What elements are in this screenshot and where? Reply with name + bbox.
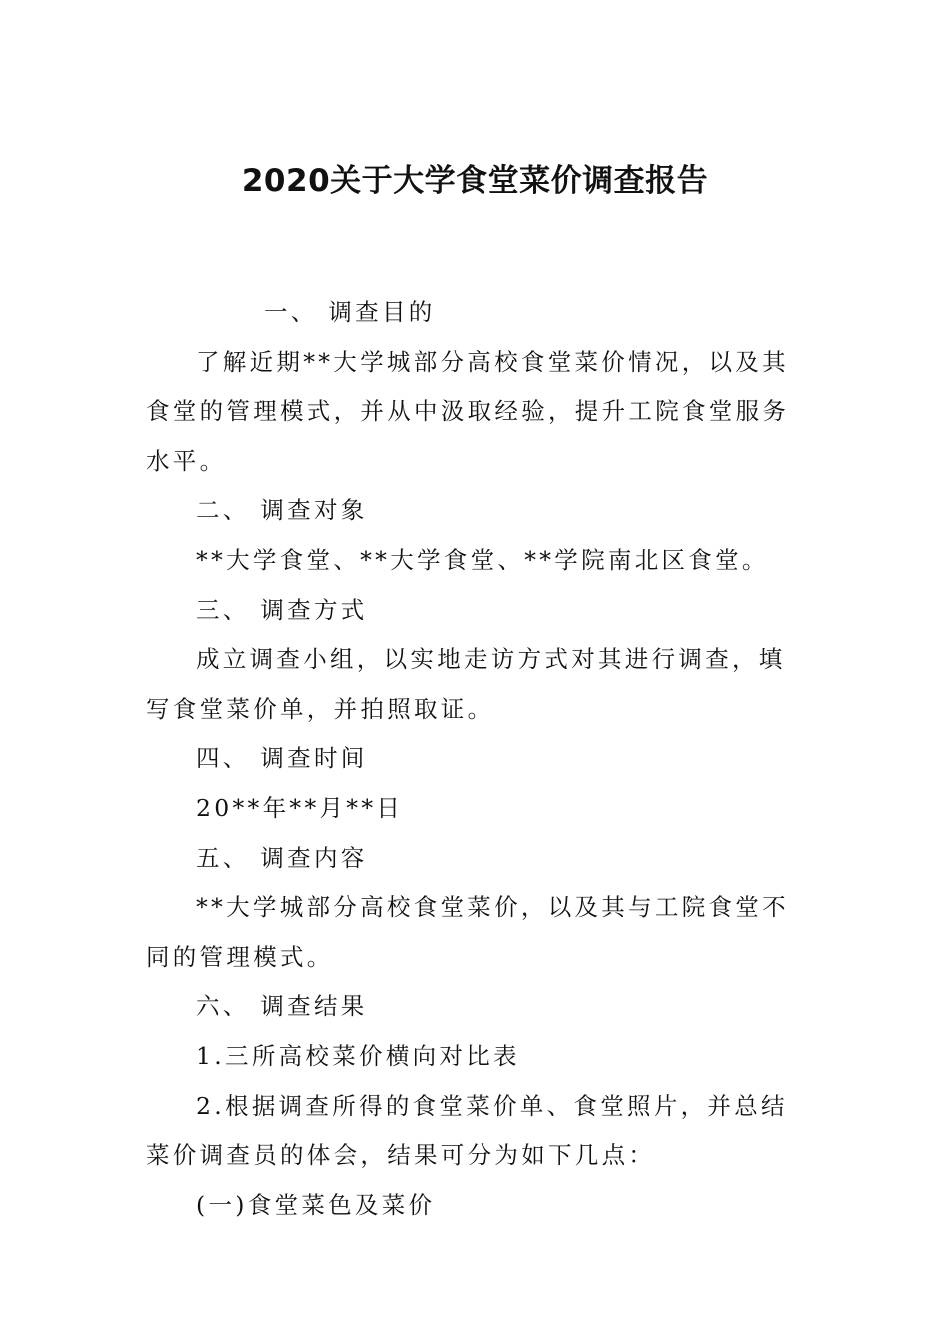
paragraph-purpose: 了解近期**大学城部分高校食堂菜价情况，以及其食堂的管理模式，并从中汲取经验，提升工院食堂服务水平。 xyxy=(146,347,790,475)
paragraph-content: **大学城部分高校食堂菜价，以及其与工院食堂不同的管理模式。 xyxy=(146,893,789,971)
paragraph-method: 成立调查小组，以实地走访方式对其进行调查，填写食堂菜价单，并拍照取证。 xyxy=(146,645,786,723)
section-heading-subjects: 二、 调查对象 xyxy=(196,496,368,525)
section-heading-results: 六、 调查结果 xyxy=(196,992,368,1021)
paragraph-time: 20**年**月**日 xyxy=(196,793,404,822)
paragraph-subjects: **大学食堂、**大学食堂、**学院南北区食堂。 xyxy=(196,545,769,574)
results-item-2: 2.根据调查所得的食堂菜价单、食堂照片，并总结菜价调查员的体会，结果可分为如下几点： xyxy=(146,1091,788,1170)
document-title: 2020关于大学食堂菜价调查报告 xyxy=(241,163,709,199)
document-body xyxy=(146,288,808,1230)
section-heading-method: 三、 调查方式 xyxy=(196,595,368,624)
section-heading-content: 五、 调查内容 xyxy=(196,843,368,872)
results-subheading-1: (一)食堂菜色及菜价 xyxy=(196,1190,436,1219)
section-heading-time: 四、 调查时间 xyxy=(196,744,368,773)
results-item-1: 1.三所高校菜价横向对比表 xyxy=(196,1041,520,1070)
section-heading-purpose: 一、 调查目的 xyxy=(264,298,436,326)
